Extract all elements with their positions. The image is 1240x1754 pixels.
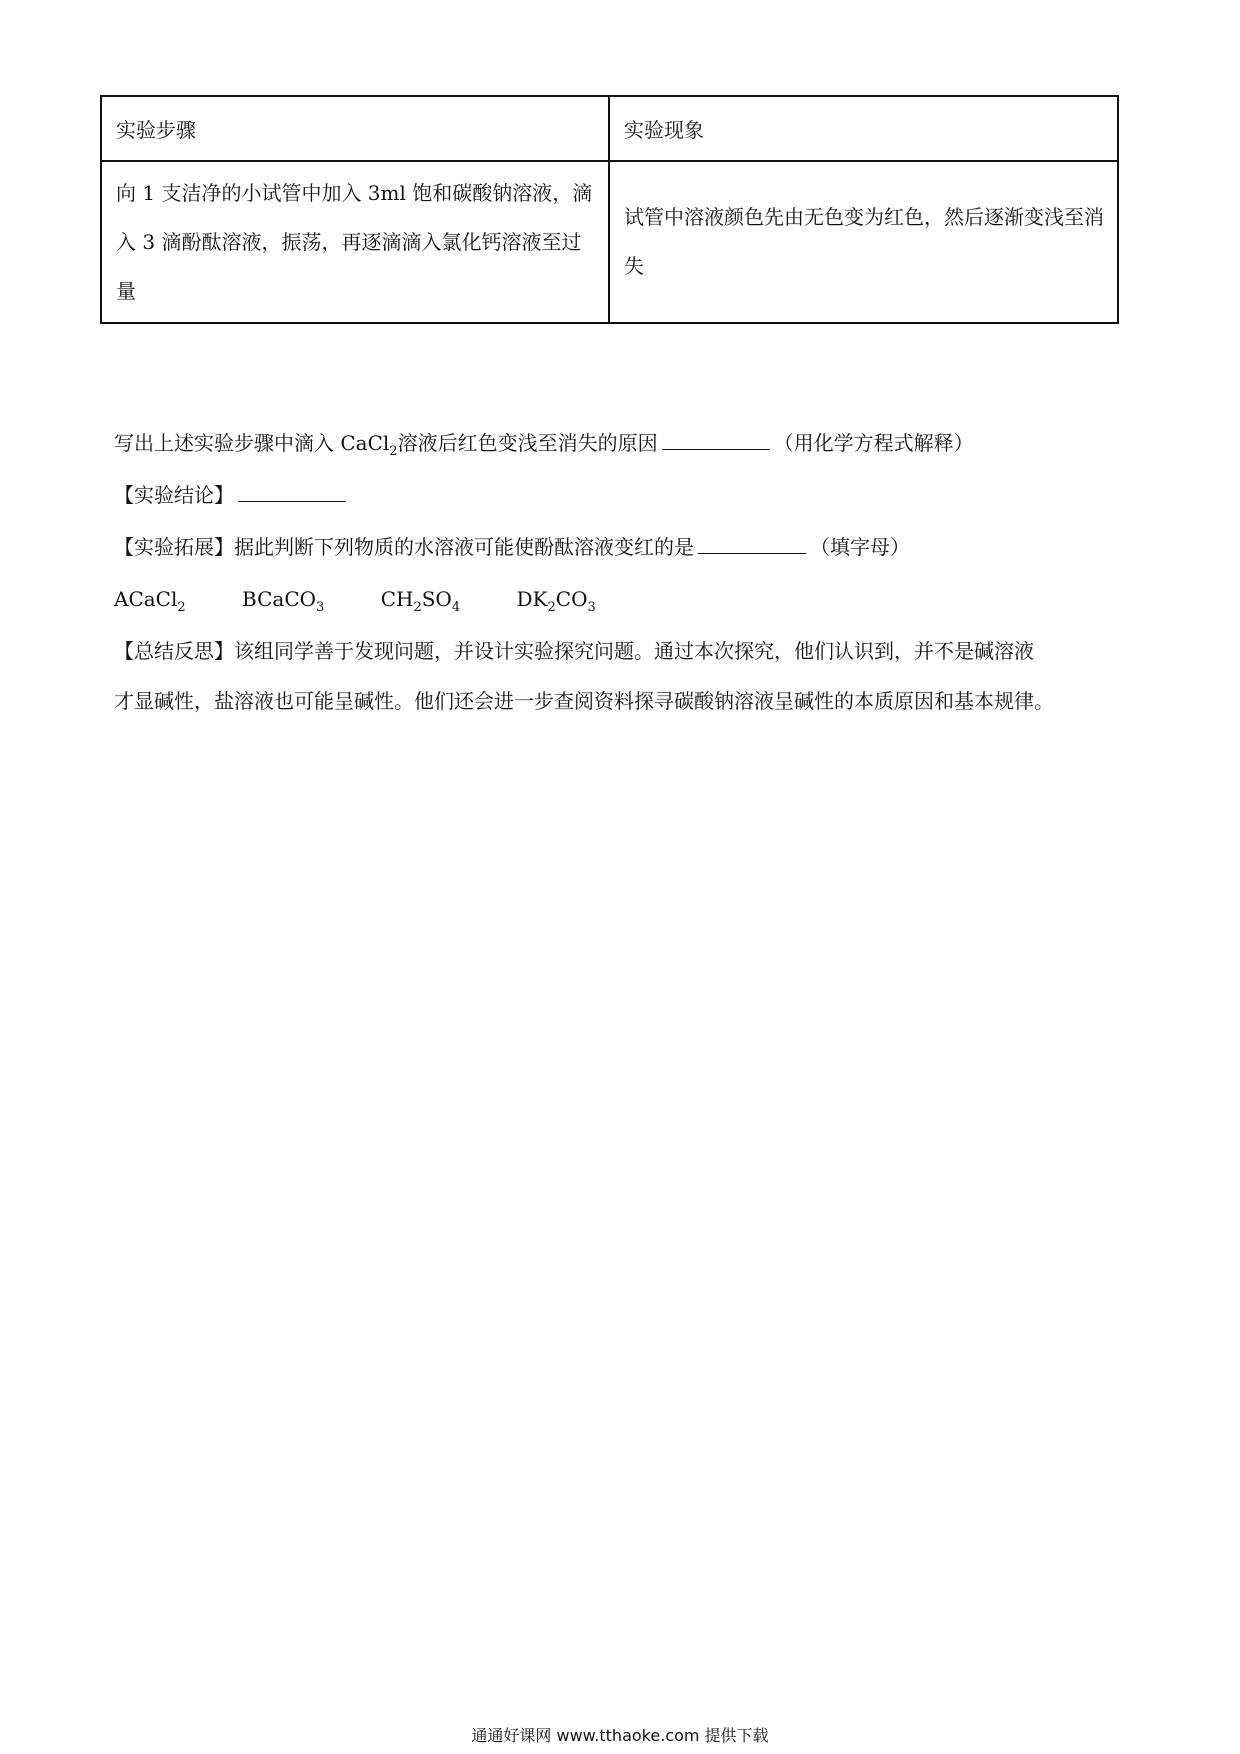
header-step: 实验步骤 <box>101 96 609 161</box>
option-a: ACaCl$_2$ <box>114 587 186 615</box>
conclusion-label: 【实验结论】 <box>114 483 234 507</box>
summary-text-1: 该组同学善于发现问题，并设计实验探究问题。通过本次探究，他们认识到，并不是碱溶液 <box>234 639 1034 663</box>
summary-text-2: 才显碱性，盐溶液也可能呈碱性。他们还会进一步查阅资料探寻碳酸钠溶液呈碱性的本质原因和基本规律。 <box>114 689 1054 713</box>
option-d: $DK_2CO_3$ <box>516 587 596 615</box>
extension-label: 【实验拓展】 <box>114 535 234 559</box>
answer-blank-letter[interactable] <box>698 533 806 554</box>
question-mid: 溶液后红色变浅至消失的原因 <box>397 431 658 455</box>
experiment-table <box>100 95 1119 324</box>
summary-line-2 <box>114 686 1054 716</box>
option-b: BCaCO$_3$ <box>242 587 325 615</box>
question-sub: 2 <box>389 444 398 459</box>
question-suffix: （用化学方程式解释） <box>773 431 974 455</box>
extension-suffix: （填字母） <box>810 535 910 559</box>
extension-text: 据此判断下列物质的水溶液可能使酚酞溶液变红的是 <box>234 535 694 559</box>
answer-blank-equation[interactable] <box>662 429 770 450</box>
option-c: $CH_2SO_4$ <box>380 587 461 615</box>
cell-step: 向 1 支洁净的小试管中加入 3ml 饱和碳酸钠溶液，滴入 3 滴酚酞溶液，振荡，再逐滴滴入氯化钙溶液至过量 <box>101 161 609 323</box>
options-line <box>114 584 646 614</box>
summary-line-1 <box>114 636 1034 666</box>
conclusion-line <box>114 480 350 510</box>
page-footer: 通通好课网 www.tthaoke.com 提供下载 <box>471 1726 769 1745</box>
question-line <box>114 428 974 458</box>
question-prefix: 写出上述实验步骤中滴入 CaCl <box>114 431 390 455</box>
cell-observation: 试管中溶液颜色先由无色变为红色，然后逐渐变浅至消失 <box>609 161 1118 323</box>
extension-line <box>114 532 910 562</box>
table-header-row <box>101 96 1118 161</box>
summary-label: 【总结反思】 <box>114 639 234 663</box>
table-row <box>101 161 1118 323</box>
header-observation: 实验现象 <box>609 96 1118 161</box>
answer-blank-conclusion[interactable] <box>238 481 346 502</box>
